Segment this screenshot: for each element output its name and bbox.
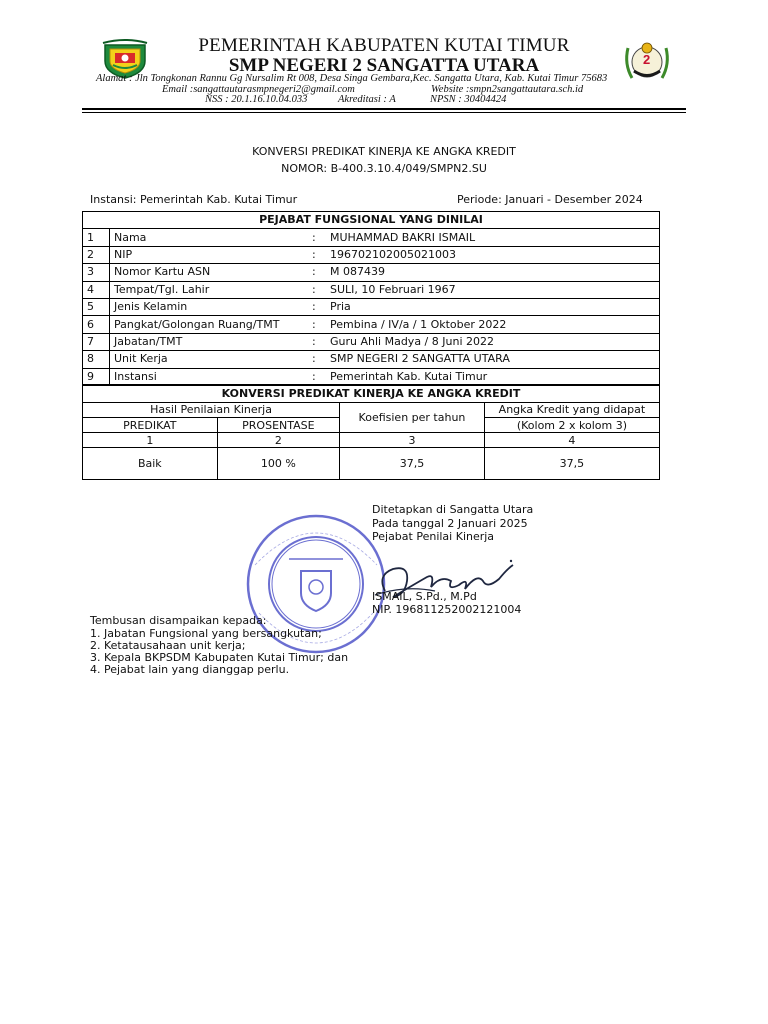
instansi-line: Instansi: Pemerintah Kab. Kutai Timur: [90, 193, 298, 206]
conversion-table-header: KONVERSI PREDIKAT KINERJA KE ANGKA KREDIT: [83, 385, 660, 403]
col-koefisien: Koefisien per tahun: [340, 403, 485, 433]
row-value: SULI, 10 Februari 1967: [326, 281, 660, 298]
row-label: Jabatan/TMT: [110, 333, 309, 350]
col-angka-kredit: Angka Kredit yang didapat: [484, 403, 659, 418]
letterhead-nss: NSS : 20.1.16.10.04.033: [205, 94, 308, 105]
letterhead-school-name: SMP NEGERI 2 SANGATTA UTARA: [228, 55, 540, 76]
row-colon: :: [308, 229, 326, 246]
col-number-2: 2: [217, 433, 339, 448]
school-emblem-icon: [622, 38, 672, 86]
row-value: 196702102005021003: [326, 246, 660, 263]
table-row: [83, 333, 660, 350]
row-value: SMP NEGERI 2 SANGATTA UTARA: [326, 351, 660, 368]
col-number-1: 1: [83, 433, 218, 448]
value-angka-kredit: 37,5: [484, 448, 659, 480]
row-number: 3: [83, 264, 110, 281]
letterhead-government: PEMERINTAH KABUPATEN KUTAI TIMUR: [198, 35, 570, 56]
value-prosentase: 100 %: [217, 448, 339, 480]
col-number-4: 4: [484, 433, 659, 448]
row-number: 8: [83, 351, 110, 368]
table-row: [83, 246, 660, 263]
letterhead-address: Alamat : Jln Tongkonan Rannu Gg Nursalim Rt 008, Desa Singa Gembara,Kec. Sangatta Utara, Kab. Kutai Timur 75683: [96, 73, 608, 84]
letterhead-website: Website :smpn2sangattautara.sch.id: [431, 84, 584, 95]
document-title: KONVERSI PREDIKAT KINERJA KE ANGKA KREDIT: [252, 145, 516, 158]
list-item: 2. Ketatausahaan unit kerja;: [90, 639, 246, 652]
row-label: Instansi: [110, 368, 309, 385]
row-colon: :: [308, 281, 326, 298]
list-item: 4. Pejabat lain yang dianggap perlu.: [90, 663, 290, 676]
row-value: MUHAMMAD BAKRI ISMAIL: [326, 229, 660, 246]
periode-line: Periode: Januari - Desember 2024: [457, 193, 643, 206]
col-formula: (Kolom 2 x kolom 3): [484, 418, 659, 433]
row-value: Pemerintah Kab. Kutai Timur: [326, 368, 660, 385]
letterhead-divider-thin: [82, 112, 686, 113]
row-number: 4: [83, 281, 110, 298]
list-item: 3. Kepala BKPSDM Kabupaten Kutai Timur; dan: [90, 651, 349, 664]
row-colon: :: [308, 351, 326, 368]
row-label: Unit Kerja: [110, 351, 309, 368]
table-row: [83, 298, 660, 315]
row-label: Nama: [110, 229, 309, 246]
value-predikat: Baik: [83, 448, 218, 480]
row-label: Pangkat/Golongan Ruang/TMT: [110, 316, 309, 333]
list-item: 1. Jabatan Fungsional yang bersangkutan;: [90, 627, 322, 640]
row-number: 5: [83, 298, 110, 315]
signature-name: ISMAIL, S.Pd., M.Pd: [372, 590, 477, 603]
row-colon: :: [308, 264, 326, 281]
document-number: NOMOR: B-400.3.10.4/049/SMPN2.SU: [281, 162, 487, 175]
value-koefisien: 37,5: [340, 448, 485, 480]
row-value: Pembina / IV/a / 1 Oktober 2022: [326, 316, 660, 333]
table-row: [83, 316, 660, 333]
officer-table-header: PEJABAT FUNGSIONAL YANG DINILAI: [83, 212, 660, 229]
row-number: 1: [83, 229, 110, 246]
col-number-3: 3: [340, 433, 485, 448]
letterhead-akreditasi: Akreditasi : A: [338, 94, 396, 105]
row-label: Nomor Kartu ASN: [110, 264, 309, 281]
row-label: Tempat/Tgl. Lahir: [110, 281, 309, 298]
row-number: 7: [83, 333, 110, 350]
col-predikat: PREDIKAT: [83, 418, 218, 433]
signature-nip: NIP. 196811252002121004: [372, 603, 522, 616]
row-number: 6: [83, 316, 110, 333]
row-label: NIP: [110, 246, 309, 263]
row-label: Jenis Kelamin: [110, 298, 309, 315]
row-value: Guru Ahli Madya / 8 Juni 2022: [326, 333, 660, 350]
signature-place: Ditetapkan di Sangatta Utara: [372, 503, 534, 516]
table-row: [83, 281, 660, 298]
table-row: [83, 368, 660, 385]
signature-date: Pada tanggal 2 Januari 2025: [372, 517, 528, 530]
row-colon: :: [308, 368, 326, 385]
row-number: 9: [83, 368, 110, 385]
letterhead-divider-thick: [82, 108, 686, 110]
signature-role: Pejabat Penilai Kinerja: [372, 530, 495, 543]
row-value: Pria: [326, 298, 660, 315]
row-colon: :: [308, 246, 326, 263]
row-colon: :: [308, 316, 326, 333]
tembusan-title: Tembusan disampaikan kepada:: [90, 614, 267, 627]
table-row: [83, 229, 660, 246]
col-prosentase: PROSENTASE: [217, 418, 339, 433]
table-row: [83, 351, 660, 368]
officer-table: [82, 211, 660, 386]
letterhead-email: Email :sangattautarasmpnegeri2@gmail.com: [162, 84, 355, 95]
row-colon: :: [308, 333, 326, 350]
table-row: [83, 264, 660, 281]
row-colon: :: [308, 298, 326, 315]
row-number: 2: [83, 246, 110, 263]
col-hasil-penilaian: Hasil Penilaian Kinerja: [83, 403, 340, 418]
letterhead-npsn: NPSN : 30404424: [430, 94, 507, 105]
row-value: M 087439: [326, 264, 660, 281]
table-row: [83, 448, 660, 480]
school-emblem-number: 2: [643, 52, 651, 67]
conversion-table: [82, 384, 660, 480]
